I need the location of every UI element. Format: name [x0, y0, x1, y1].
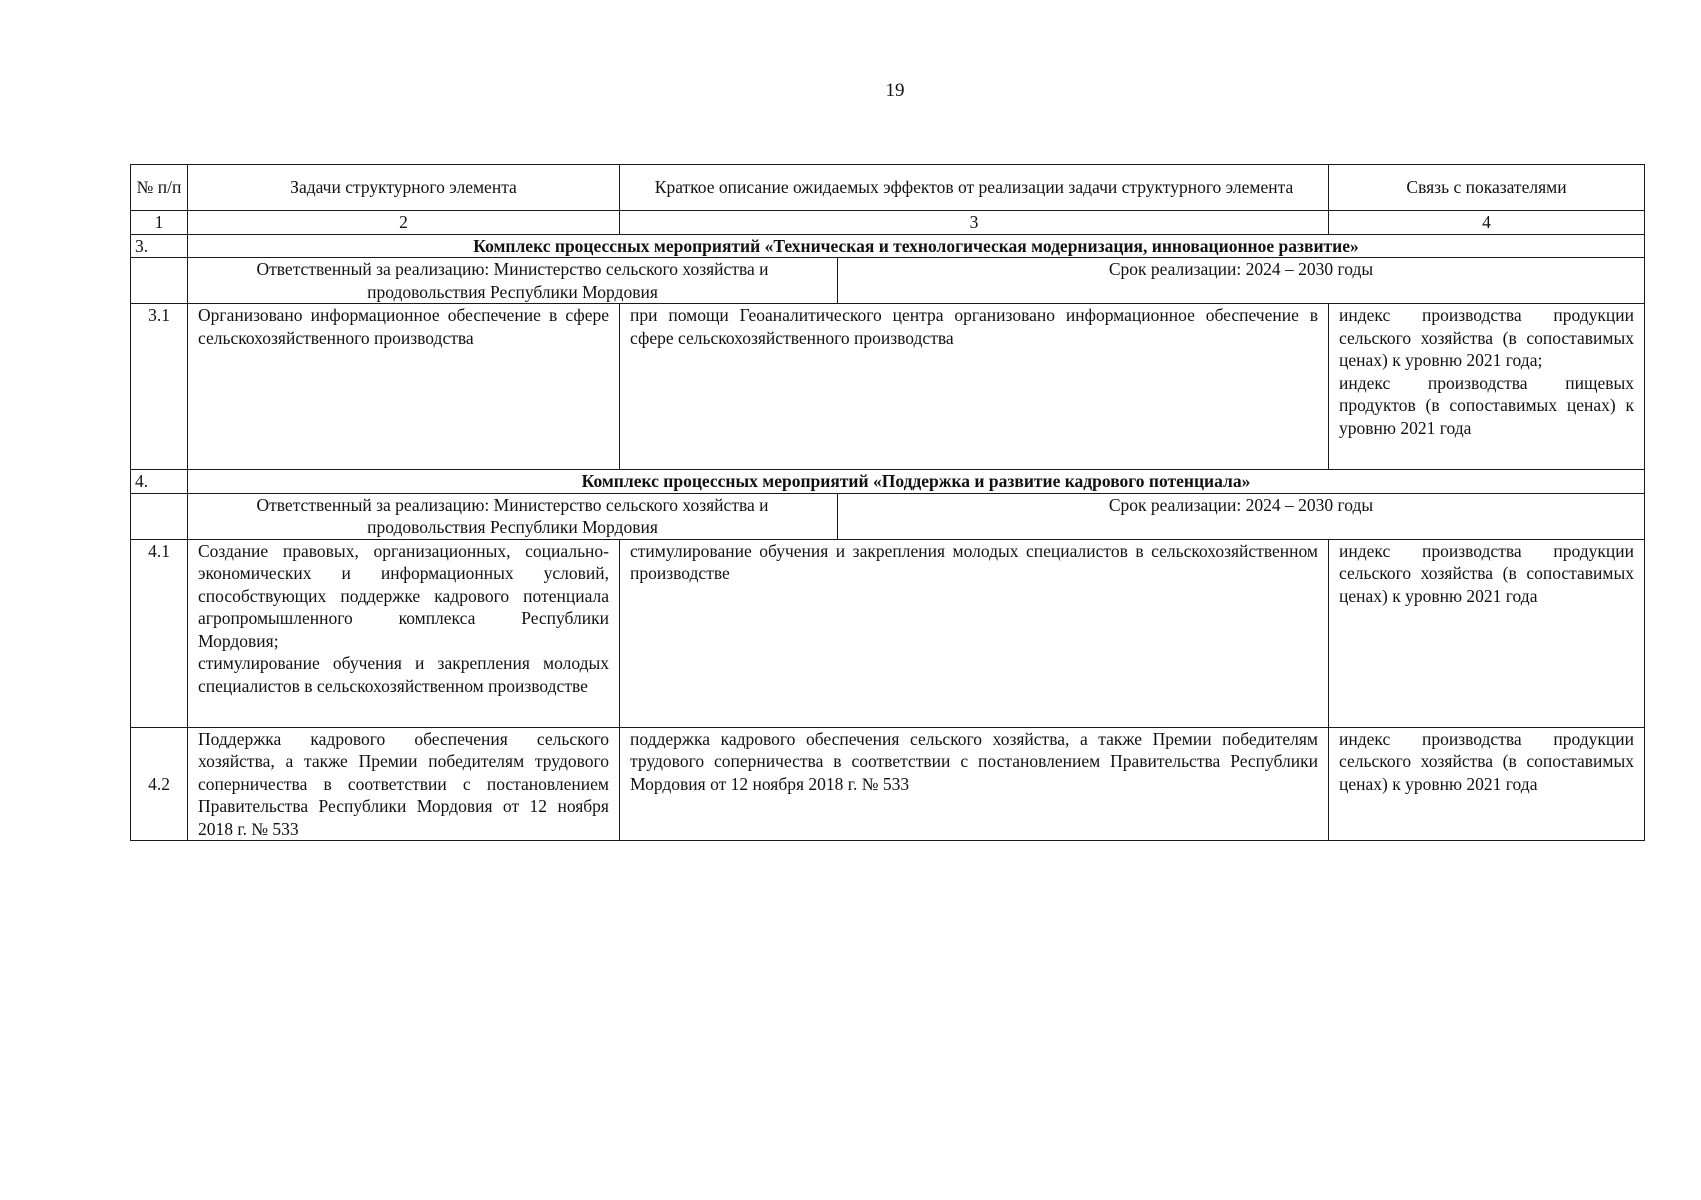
responsible-cell [188, 493, 838, 539]
task-paragraph: Создание правовых, организационных, социально-экономических и информационных условий, способствующих поддержке кадрового потенциала агропромышленного комплекса Республики Мордовия; [198, 540, 609, 651]
term-cell [838, 258, 1645, 304]
row-number: 4.2 [131, 727, 188, 841]
indicators-cell [1329, 304, 1645, 470]
indicators-cell [1329, 727, 1645, 841]
effect-cell: поддержка кадрового обеспечения сельского хозяйства, а также Премии победителям трудового соперничества в соответствии с постановлением Правительства Республики Мордовия от 12 ноября 2018 г. № 533 [620, 727, 1329, 841]
effect-cell: при помощи Геоаналитического центра организовано информационное обеспечение в сфере сельскохозяйственного производства [620, 304, 1329, 470]
section-row-4 [131, 470, 1645, 494]
table-row-3-1 [131, 304, 1645, 470]
section-number: 4. [131, 470, 188, 494]
row-number: 3.1 [131, 304, 188, 470]
section-title: Комплекс процессных мероприятий «Поддержка и развитие кадрового потенциала» [188, 470, 1645, 494]
indicator-item: индекс производства продукции сельского хозяйства (в сопоставимых ценах) к уровню 2021 года [1339, 540, 1634, 606]
header-effects: Краткое описание ожидаемых эффектов от реализации задачи структурного элемента [620, 165, 1329, 211]
indicator-item: индекс производства продукции сельского хозяйства (в сопоставимых ценах) к уровню 2021 года; [1339, 305, 1634, 370]
section-title: Комплекс процессных мероприятий «Техническая и технологическая модернизация, инновационное развитие» [188, 234, 1645, 258]
structural-element-tasks-table [130, 164, 1645, 841]
indicator-item: индекс производства продукции сельского хозяйства (в сопоставимых ценах) к уровню 2021 года [1339, 728, 1634, 794]
table-row-4-2 [131, 727, 1645, 841]
header-indicators: Связь с показателями [1329, 165, 1645, 211]
term-text: Срок реализации: 2024 – 2030 годы [1108, 494, 1374, 515]
indicators-cell [1329, 539, 1645, 727]
effect-cell: стимулирование обучения и закрепления молодых специалистов в сельскохозяйственном производстве [620, 539, 1329, 727]
responsible-row-3 [131, 258, 1645, 304]
page-number: 19 [885, 80, 905, 101]
empty-cell [131, 258, 188, 304]
task-paragraph: стимулирование обучения и закрепления молодых специалистов в сельскохозяйственном производстве [198, 653, 609, 696]
section-number: 3. [131, 234, 188, 258]
header-tasks: Задачи структурного элемента [188, 165, 620, 211]
row-number: 4.1 [131, 539, 188, 727]
responsible-text: Ответственный за реализацию: Министерство сельского хозяйства и продовольствия Республики Мордовия [256, 259, 769, 302]
indicator-item: индекс производства пищевых продуктов (в сопоставимых ценах) к уровню 2021 года [1339, 372, 1634, 438]
header-num: № п/п [131, 165, 188, 211]
column-number: 4 [1329, 211, 1645, 235]
responsible-cell [188, 258, 838, 304]
column-number: 2 [188, 211, 620, 235]
task-cell: Организовано информационное обеспечение в сфере сельскохозяйственного производства [188, 304, 620, 470]
task-cell [188, 539, 620, 727]
table-row-4-1 [131, 539, 1645, 727]
responsible-text: Ответственный за реализацию: Министерство сельского хозяйства и продовольствия Республики Мордовия [256, 494, 769, 537]
section-row-3 [131, 234, 1645, 258]
column-numbers-row [131, 211, 1645, 235]
term-cell [838, 493, 1645, 539]
column-number: 3 [620, 211, 1329, 235]
task-cell: Поддержка кадрового обеспечения сельского хозяйства, а также Премии победителям трудового соперничества в соответствии с постановлением Правительства Республики Мордовия от 12 ноября 2018 г. № 533 [188, 727, 620, 841]
empty-cell [131, 493, 188, 539]
term-text: Срок реализации: 2024 – 2030 годы [1108, 259, 1374, 279]
table-header-row [131, 165, 1645, 211]
column-number: 1 [131, 211, 188, 235]
responsible-row-4 [131, 493, 1645, 539]
